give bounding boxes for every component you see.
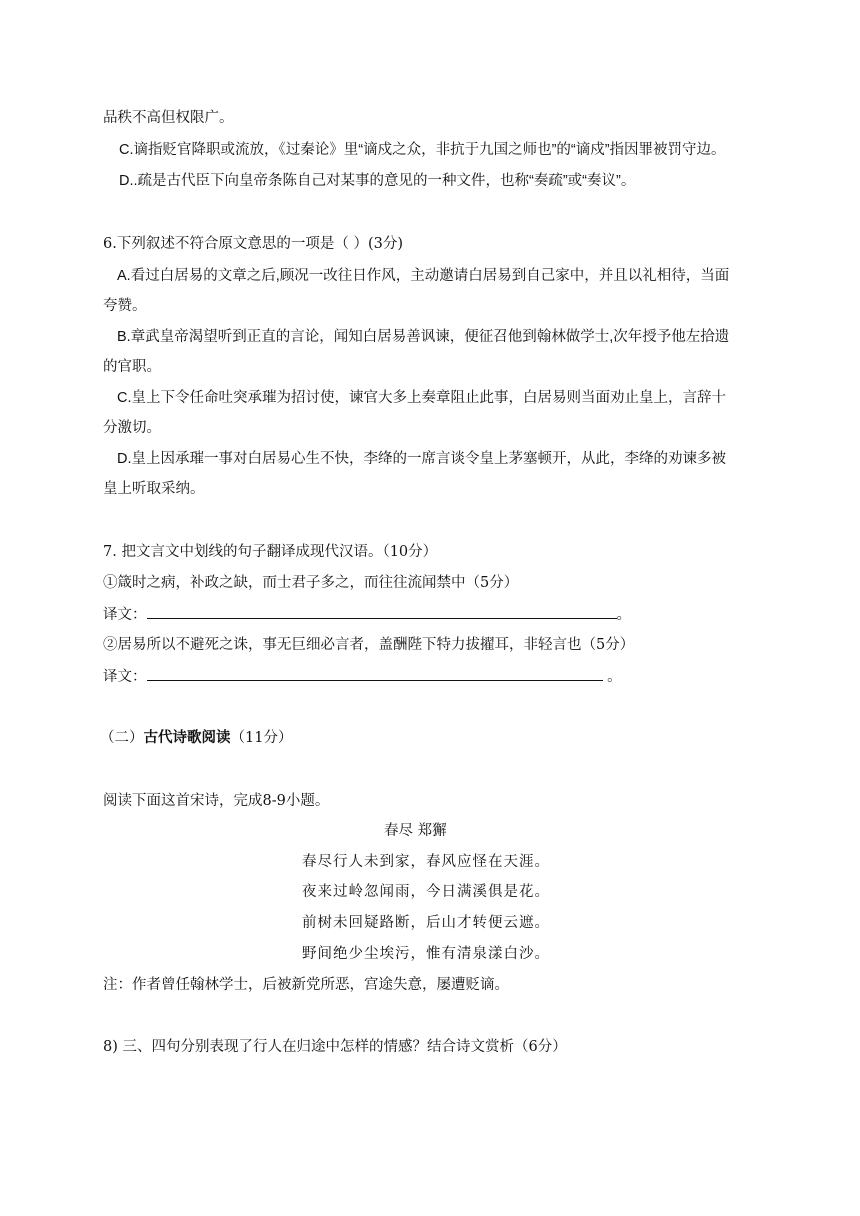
poem-note: 注：作者曾任翰林学士，后被新党所恶，宫途失意，屡遭贬谪。 — [103, 977, 509, 993]
q7-sentence-1: ①箴时之病，补政之缺，而士君子多之，而往往流闻禁中（5分） — [103, 575, 519, 591]
q7-answer-line-2 — [103, 666, 622, 687]
q7-answer-line-1 — [103, 604, 631, 625]
q6-option-b-line2: 的官职。 — [103, 359, 161, 375]
q5-continuation-text: 品秩不高但权限广。 — [103, 110, 234, 126]
q7-stem: 7. 把文言文中划线的句子翻译成现代汉语。（10分） — [103, 544, 438, 560]
section-2-title: 古代诗歌阅读 — [143, 729, 231, 746]
q7-answer-blank-2[interactable] — [147, 666, 603, 681]
q7-answer-label-1: 译文： — [103, 607, 147, 623]
poem-line-2: 夜来过岭忽闻雨，今日满溪俱是花。 — [302, 884, 550, 900]
q6-option-c-line2: 分激切。 — [103, 420, 161, 436]
poem-line-4: 野间绝少尘埃污，惟有清泉漾白沙。 — [302, 946, 550, 962]
section-2-prefix: （二） — [100, 730, 144, 746]
q7-answer-end-1: 。 — [616, 607, 631, 623]
section-2-score: （11分） — [230, 730, 293, 746]
poem-line-3: 前树未回疑路断，后山才转便云遮。 — [302, 915, 550, 931]
q7-answer-blank-1[interactable] — [147, 604, 617, 619]
q6-option-d-line1: D.皇上因承璀一事对白居易心生不快，李绛的一席言谈令皇上茅塞顿开，从此，李绛的劝谏多被 — [117, 451, 726, 467]
q5-option-d: D..疏是古代臣下向皇帝条陈自己对某事的意见的一种文件，也称“奏疏”或“奏议”。 — [119, 173, 636, 189]
q6-option-d-line2: 皇上听取采纳。 — [103, 481, 205, 497]
poem-line-1: 春尽行人未到家，春风应怪在天涯。 — [302, 854, 550, 870]
q6-option-c-line1: C.皇上下令任命吐突承璀为招讨使，谏官大多上奏章阻止此事，白居易则当面劝止皇上，言辞十 — [117, 390, 726, 406]
q6-stem: 6.下列叙述不符合原文意思的一项是（ ）(3分) — [103, 236, 403, 252]
q7-answer-end-2: 。 — [602, 669, 622, 685]
q5-option-c: C.谪指贬官降职或流放，《过秦论》里“谪戍之众，非抗于九国之师也”的“谪戍”指因罪被罚守边。 — [119, 142, 726, 158]
q6-option-b-line1: B.章武皇帝渴望听到正直的言论，闻知白居易善讽谏，便征召他到翰林做学士,次年授予他左拾遗 — [117, 329, 730, 345]
q6-option-a-line2: 夸赞。 — [103, 298, 147, 314]
q7-answer-label-2: 译文： — [103, 669, 147, 685]
q6-option-a-line1: A.看过白居易的文章之后,顾况一改往日作风，主动邀请白居易到自己家中，并且以礼相待，当面 — [117, 268, 730, 284]
section-2-heading — [100, 728, 292, 748]
q7-sentence-2: ②居易所以不避死之诛，事无巨细必言者，盖酬陛下特力拔擢耳，非轻言也（5分） — [103, 637, 635, 653]
poem-title: 春尽 郑獬 — [384, 823, 447, 839]
q8-stem: 8) 三、四句分别表现了行人在归途中怎样的情感？结合诗文赏析（6分） — [103, 1039, 567, 1055]
poem-intro: 阅读下面这首宋诗，完成8-9小题。 — [103, 793, 330, 809]
